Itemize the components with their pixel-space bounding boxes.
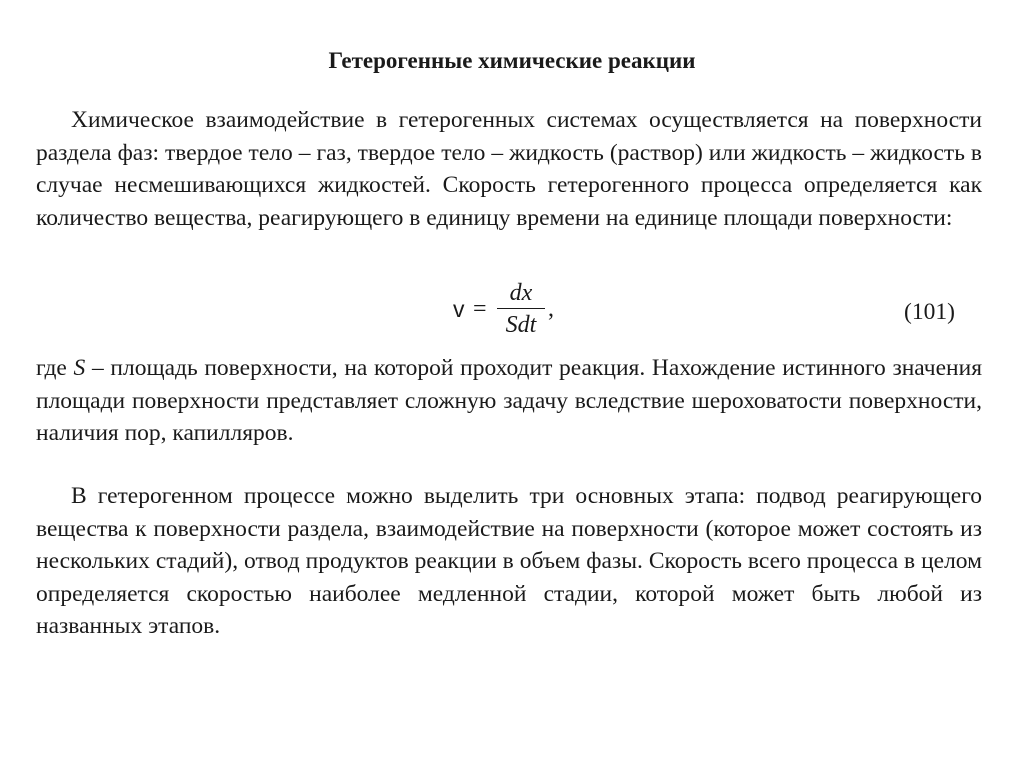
formula-lhs: v [453, 296, 465, 322]
paragraph-definition-rest: – площадь поверхности, на которой проходит реакция. Нахождение истинного значения площади поверхности представляет сложную задачу вследствие шероховатости поверхности, наличия пор, капилляров. [36, 355, 982, 446]
paragraph-definition [36, 352, 982, 450]
paragraph-definition-prefix: где [36, 355, 74, 381]
page-title: Гетерогенные химические реакции [328, 48, 696, 73]
equation-number: (101) [904, 299, 955, 325]
formula-denominator: Sdt [505, 312, 537, 338]
formula-comma: , [548, 296, 554, 322]
formula-fraction [496, 278, 546, 339]
paragraph-intro: Химическое взаимодействие в гетерогенных системах осуществляется на поверхности раздела фаз: твердое тело – газ, твердое тело – жидкость (раствор) или жидкость – жидкость в случае несмешивающихся жидкостей. Скорость гетерогенного процесса определяется как количество вещества, реагирующего в единицу времени на единице площади поверхности: [36, 107, 982, 231]
formula-numerator: dx [509, 280, 533, 306]
variable-s: S [73, 355, 86, 381]
paragraph-stages: В гетерогенном процессе можно выделить три основных этапа: подвод реагирующего вещества к поверхности раздела, взаимодействие на поверхности (которое может состоять из нескольких стадий), отвод продуктов реакции в объем фазы. Скорость всего процесса в целом определяется скоростью наиболее медленной стадии, которой может быть любой из названных этапов. [36, 483, 982, 639]
formula-equals: = [473, 296, 487, 322]
